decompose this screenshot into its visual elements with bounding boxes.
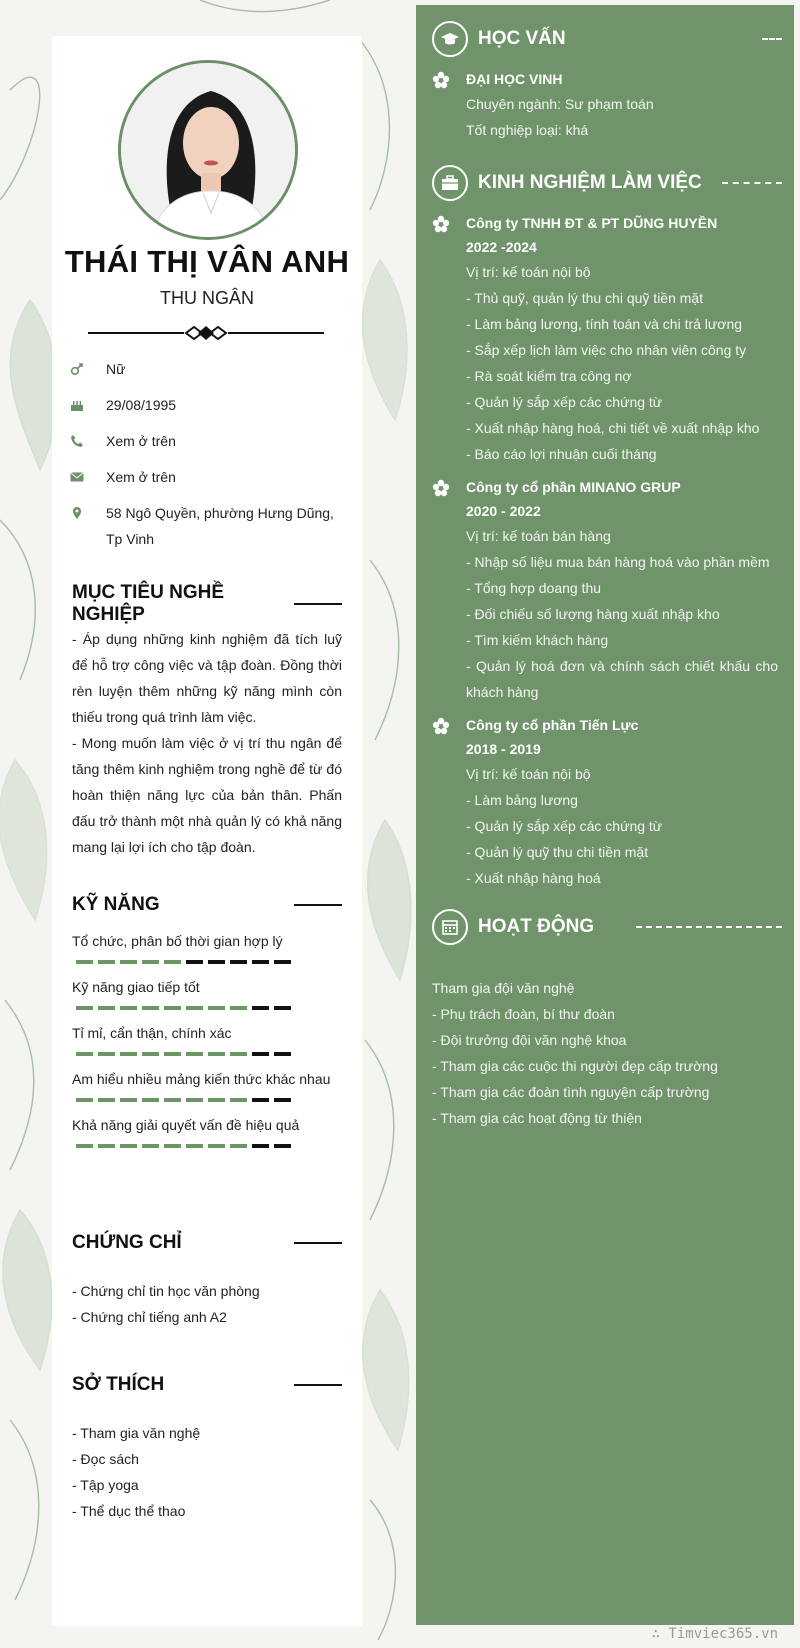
education-heading: HỌC VẤN [432,21,782,57]
task-item: - Nhập số liệu mua bán hàng hoá vào phần mềm [466,554,770,570]
career-goal-paragraph-1: - Áp dụng những kinh nghiệm đã tích luỹ để hỗ trợ công việc và tập đoàn. Đồng thời rèn luyện thêm những kỹ năng mình còn thiếu trong quá trình làm việc. [72,631,342,725]
email-row [70,464,345,500]
certificates-list [72,1278,342,1330]
career-goal-heading: MỤC TIÊU NGHỀ NGHIỆP [72,582,342,626]
career-goal-paragraph-2: - Mong muốn làm việc ở vị trí thu ngân để tăng thêm kinh nghiệm trong nghề để từ đó hoàn thiện năng lực của bản thân. Phấn đấu trở thành một nhà quản lý có khả năng mang lại lợi ích cho tập đoàn. [72,735,342,855]
activity-item: - Tham gia các đoàn tình nguyện cấp trường [432,1084,710,1100]
skill-segment-filled [120,1098,137,1102]
work-period: 2020 - 2022 [466,503,541,519]
phone-icon [70,428,106,454]
skill-item: Tổ chức, phân bố thời gian hợp lý [72,928,342,964]
skill-segment-empty [208,960,225,964]
skill-segment-filled [230,1006,247,1010]
position: Vị trí: kế toán nội bộ [466,766,591,782]
task-item: - Tìm kiếm khách hàng [466,632,609,648]
skill-level-bar [76,960,342,964]
skills-list [72,928,342,1158]
profile-photo [118,60,298,240]
map-marker-icon [70,500,106,526]
task-item: - Quản lý sắp xếp các chứng từ [466,818,663,834]
activity-item: - Tham gia các cuộc thi người đẹp cấp trường [432,1058,718,1074]
activity-item: - Phụ trách đoàn, bí thư đoàn [432,1006,615,1022]
task-item: - Sắp xếp lịch làm việc cho nhân viên công ty [466,342,747,358]
task-item: - Xuất nhập hàng hoá, chi tiết về xuất nhập kho [466,420,760,436]
task-item: - Làm bảng lương [466,792,578,808]
skill-segment-empty [274,960,291,964]
hobby-item: - Tập yoga [72,1477,139,1493]
skill-segment-empty [274,1144,291,1148]
skill-segment-filled [230,1144,247,1148]
company-name: Công ty TNHH ĐT & PT DŨNG HUYỀN [466,215,718,231]
skill-segment-filled [208,1052,225,1056]
skill-segment-filled [76,1098,93,1102]
job-title: THU NGÂN [160,288,254,308]
skill-segment-empty [274,1052,291,1056]
certificates-heading: CHỨNG CHỈ [72,1232,342,1254]
skill-segment-filled [76,1144,93,1148]
certificate-item: - Chứng chỉ tin học văn phòng [72,1283,260,1299]
phone-row [70,428,345,464]
certificate-item: - Chứng chỉ tiếng anh A2 [72,1309,227,1325]
gender-icon [70,356,106,382]
ornament-divider [88,324,324,342]
skill-segment-filled [164,1098,181,1102]
hobby-item: - Đọc sách [72,1451,139,1467]
skills-heading: KỸ NĂNG [72,894,342,916]
skill-segment-filled [164,1006,181,1010]
birthday-value: 29/08/1995 [106,397,177,413]
skill-segment-empty [252,1144,269,1148]
company-name: Công ty cổ phần MINANO GRUP [466,479,681,495]
briefcase-icon [432,165,468,201]
skill-segment-filled [76,1052,93,1056]
hobbies-list [72,1420,342,1524]
skill-segment-filled [164,960,181,964]
skill-segment-filled [120,960,137,964]
gender-value: Nữ [106,361,126,377]
flower-bullet-icon [432,215,450,233]
envelope-icon [70,464,106,490]
skill-segment-filled [186,1006,203,1010]
calendar-icon [432,909,468,945]
skill-segment-filled [98,1052,115,1056]
footer-brand: ∴ Timviec365.vn [651,1626,778,1642]
education-item [432,67,778,143]
education-block [432,67,778,151]
skill-segment-filled [230,1098,247,1102]
skill-segment-filled [230,1052,247,1056]
hobby-item: - Thể dục thể thao [72,1503,186,1519]
experience-item [432,475,778,705]
skill-item: Khả năng giải quyết vấn đề hiệu quả [72,1112,342,1148]
skill-level-bar [76,1144,342,1148]
skill-segment-empty [186,960,203,964]
skill-segment-filled [142,1144,159,1148]
task-item: - Xuất nhập hàng hoá [466,870,601,886]
birthday-row [70,392,345,428]
skill-segment-filled [164,1052,181,1056]
right-green-column [416,5,794,1625]
task-item: - Làm bảng lương, tính toán và chi trả lương [466,316,743,332]
company-name: Công ty cổ phần Tiến Lực [466,717,639,733]
skill-level-bar [76,1006,342,1010]
skill-segment-filled [208,1006,225,1010]
experience-item [432,211,778,467]
flower-bullet-icon [432,479,450,497]
skill-segment-filled [142,1006,159,1010]
flower-bullet-icon [432,717,450,735]
left-profile-card [52,36,362,1626]
career-goal-text [72,626,342,860]
skill-segment-empty [252,1052,269,1056]
skill-segment-filled [120,1006,137,1010]
work-period: 2018 - 2019 [466,741,541,757]
task-item: - Thủ quỹ, quản lý thu chi quỹ tiền mặt [466,290,704,306]
hobbies-heading: SỞ THÍCH [72,1374,342,1396]
skill-segment-filled [208,1098,225,1102]
address-value: 58 Ngô Quyền, phường Hưng Dũng, Tp Vinh [106,505,334,547]
skill-segment-filled [142,1098,159,1102]
skill-segment-filled [142,960,159,964]
skill-segment-filled [98,1144,115,1148]
task-item: - Quản lý hoá đơn và chính sách chiết khấu cho khách hàng [466,658,778,700]
school-name: ĐẠI HỌC VINH [466,71,563,87]
skill-segment-empty [252,960,269,964]
address-row [70,500,345,552]
hobby-item: - Tham gia văn nghệ [72,1425,201,1441]
skill-item: Am hiểu nhiều mảng kiến thức khác nhau [72,1066,342,1102]
task-item: - Đối chiếu số lượng hàng xuất nhập kho [466,606,720,622]
experience-item [432,713,778,891]
task-item: - Quản lý sắp xếp các chứng từ [466,394,663,410]
graduation-grade: Tốt nghiệp loại: khá [466,122,589,138]
task-item: - Quản lý quỹ thu chi tiền mặt [466,844,649,860]
skill-item: Kỹ năng giao tiếp tốt [72,974,342,1010]
skill-item: Tỉ mỉ, cẩn thận, chính xác [72,1020,342,1056]
graduation-cap-icon [432,21,468,57]
skill-segment-filled [120,1052,137,1056]
task-item: - Báo cáo lợi nhuận cuối tháng [466,446,657,462]
flower-bullet-icon [432,71,450,89]
skill-segment-filled [98,1098,115,1102]
skill-segment-empty [252,1098,269,1102]
skill-segment-filled [120,1144,137,1148]
skill-level-bar [76,1098,342,1102]
skill-segment-empty [274,1098,291,1102]
gender-row [70,356,345,392]
activities-heading: HOẠT ĐỘNG [432,909,782,945]
skill-segment-filled [186,1144,203,1148]
phone-value: Xem ở trên [106,433,176,449]
experience-heading: KINH NGHIỆM LÀM VIỆC [432,165,782,201]
skill-level-bar [76,1052,342,1056]
skill-segment-filled [76,1006,93,1010]
cake-icon [70,392,106,418]
experience-list [432,211,778,899]
skill-segment-empty [252,1006,269,1010]
skill-segment-filled [208,1144,225,1148]
task-item: - Tổng hợp doang thu [466,580,602,596]
position: Vị trí: kế toán bán hàng [466,528,611,544]
work-period: 2022 -2024 [466,239,537,255]
email-value: Xem ở trên [106,469,176,485]
activities-list [432,975,778,1131]
skill-segment-empty [274,1006,291,1010]
skill-segment-filled [98,960,115,964]
skill-segment-filled [98,1006,115,1010]
skill-segment-filled [186,1098,203,1102]
skill-segment-filled [142,1052,159,1056]
activity-item: - Tham gia các hoạt động từ thiện [432,1110,642,1126]
full-name: THÁI THỊ VÂN ANH [64,244,350,279]
skill-segment-filled [186,1052,203,1056]
skill-segment-empty [230,960,247,964]
task-item: - Rà soát kiểm tra công nợ [466,368,632,384]
skill-segment-filled [164,1144,181,1148]
activity-item: - Đội trưởng đội văn nghệ khoa [432,1032,627,1048]
skill-segment-filled [76,960,93,964]
activity-item: Tham gia đội văn nghệ [432,980,575,996]
contact-info [70,356,345,552]
position: Vị trí: kế toán nội bộ [466,264,591,280]
major: Chuyên ngành: Sư phạm toán [466,96,654,112]
